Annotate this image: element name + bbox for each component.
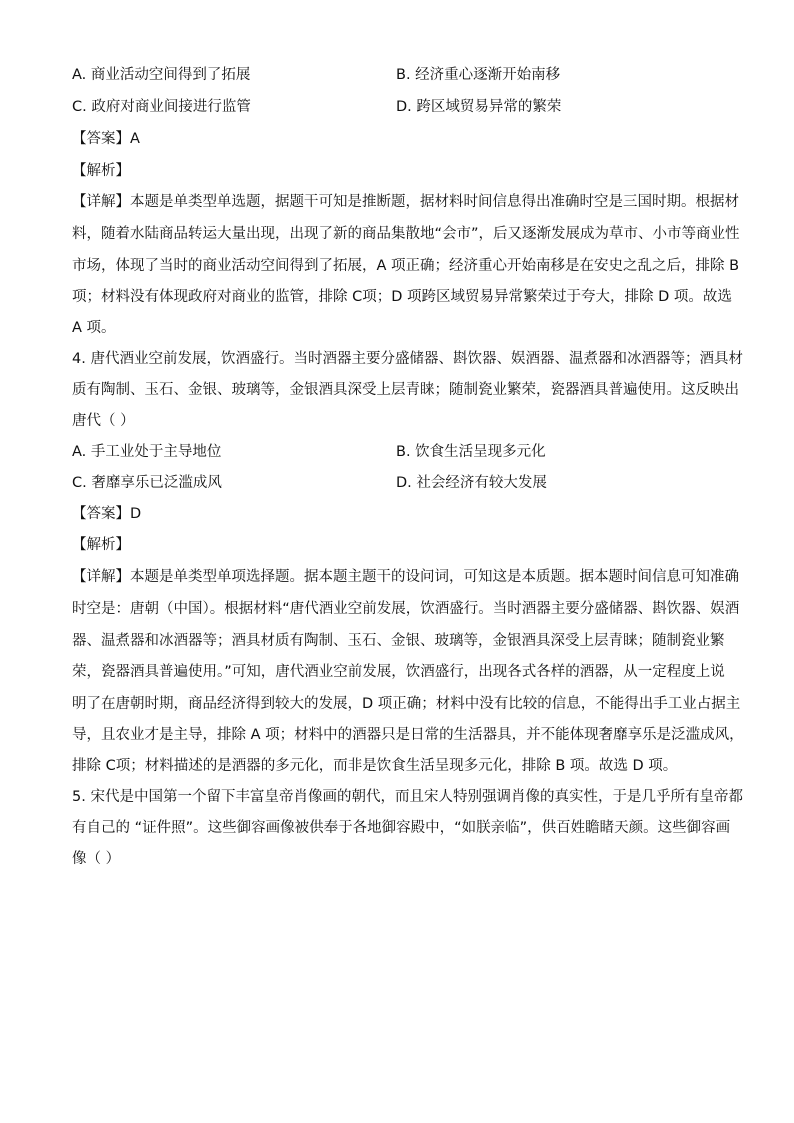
q4-stem-line: 唐代（ ） [72, 413, 135, 429]
q4-stem-line: 4. 唐代酒业空前发展，饮酒盛行。当时酒器主要分盛储器、斟饮器、娱酒器、温煮器和冰酒器等；酒具材 [72, 351, 743, 367]
q3-explanation-line: 【详解】本题是单类型单选题，据题干可知是推断题，据材料时间信息得出准确时空是三国时期。根据材 [72, 194, 739, 210]
q4-explanation-line: 导，且农业才是主导，排除 A 项；材料中的酒器只是日常的生活器具，并不能体现奢靡享乐是泛滥成风， [72, 727, 744, 743]
q5-stem-line: 5. 宋代是中国第一个留下丰富皇帝肖像画的朝代，而且宋人特别强调肖像的真实性，于是几乎所有皇帝都 [72, 789, 743, 805]
q4-option-b: B. 饮食生活呈现多元化 [396, 444, 546, 460]
q4-explanation-line: 时空是：唐朝（中国）。根据材料“唐代酒业空前发展，饮酒盛行。当时酒器主要分盛储器、斟饮器、娱酒 [72, 601, 740, 617]
q3-explanation-line: 料，随着水陆商品转运大量出现，出现了新的商品集散地“会市”，后又逐渐发展成为草市、小市等商业性 [72, 226, 740, 242]
q4-explanation-line: 器、温煮器和冰酒器等；酒具材质有陶制、玉石、金银、玻璃等，金银酒具深受上层青睐；随制瓷业繁 [72, 633, 725, 649]
q4-stem-line: 质有陶制、玉石、金银、玻璃等，金银酒具深受上层青睐；随制瓷业繁荣，瓷器酒具普遍使用。这反映出 [72, 382, 739, 398]
q3-explanation-line: 市场，体现了当时的商业活动空间得到了拓展，A 项正确；经济重心开始南移是在安史之乱之后，排除 B [72, 258, 740, 274]
q4-option-d: D. 社会经济有较大发展 [396, 475, 547, 491]
q3-option-b: B. 经济重心逐渐开始南移 [396, 67, 561, 83]
q3-option-a: A. 商业活动空间得到了拓展 [72, 67, 251, 83]
q3-explanation-line: A 项。 [72, 320, 116, 336]
q3-answer: 【答案】A [72, 131, 140, 147]
q4-answer: 【答案】D [72, 506, 142, 522]
q4-option-a: A. 手工业处于主导地位 [72, 444, 222, 460]
q4-analysis-label: 【解析】 [72, 537, 130, 553]
q4-explanation-line: 荣，瓷器酒具普遍使用。”可知，唐代酒业空前发展，饮酒盛行，出现各式各样的酒器，从一定程度上说 [72, 664, 725, 680]
q5-stem-line: 像（ ） [72, 851, 121, 867]
q3-explanation-line: 项；材料没有体现政府对商业的监管，排除 C项；D 项跨区域贸易异常繁荣过于夸大，排除 D 项。故选 [72, 289, 732, 305]
q3-analysis-label: 【解析】 [72, 163, 130, 179]
q3-option-d: D. 跨区域贸易异常的繁荣 [396, 99, 562, 115]
q4-explanation-line: 【详解】本题是单类型单项选择题。据本题主题干的设问词，可知这是本质题。据本题时间信息可知准确 [72, 569, 739, 585]
q3-option-c: C. 政府对商业间接进行监管 [72, 99, 251, 115]
q4-option-c: C. 奢靡享乐已泛滥成风 [72, 475, 222, 491]
q4-explanation-line: 排除 C项；材料描述的是酒器的多元化，而非是饮食生活呈现多元化，排除 B 项。故选 D 项。 [72, 758, 678, 774]
q4-explanation-line: 明了在唐朝时期，商品经济得到较大的发展，D 项正确；材料中没有比较的信息，不能得出手工业占据主 [72, 696, 741, 712]
q5-stem-line: 有自己的 “证件照”。这些御容画像被供奉于各地御容殿中，“如朕亲临”，供百姓瞻睹天颜。这些御容画 [72, 820, 731, 836]
